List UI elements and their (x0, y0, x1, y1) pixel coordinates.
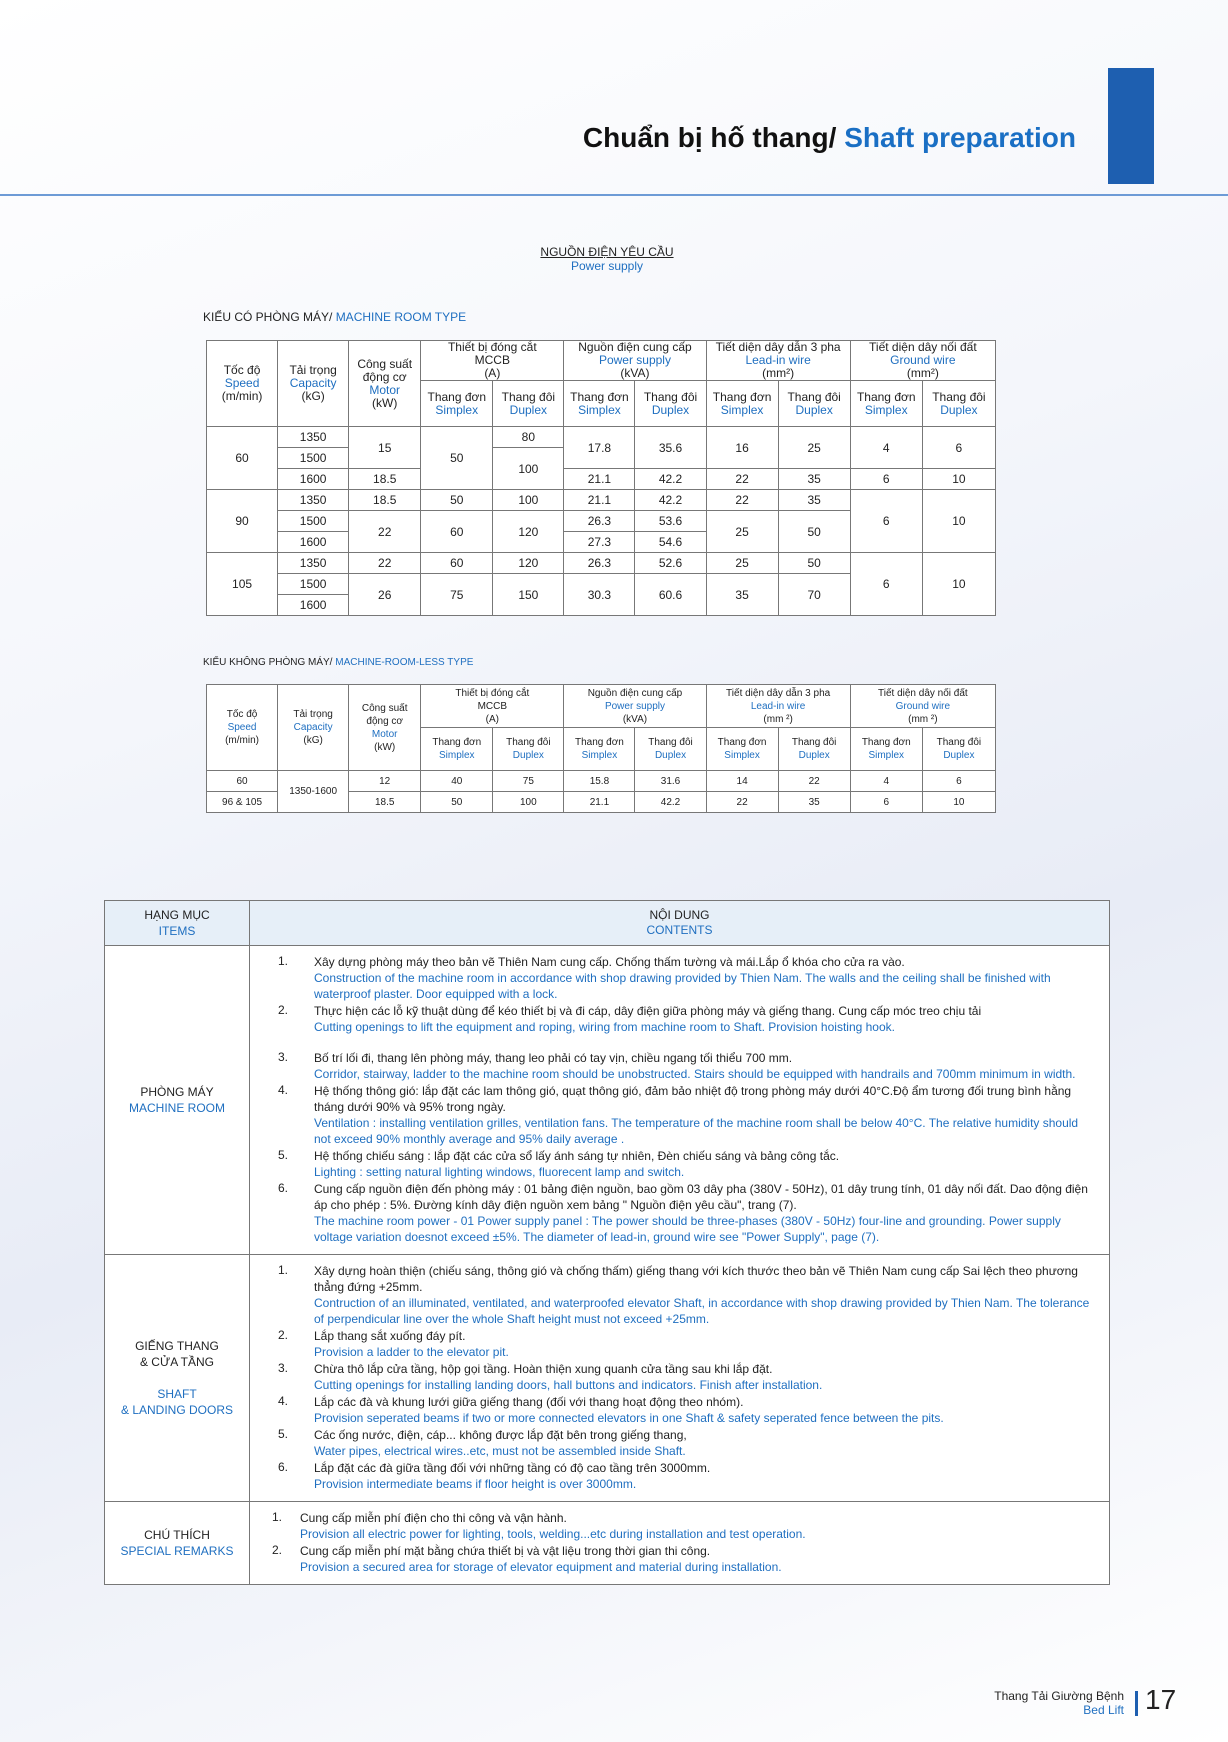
requirements-table (104, 900, 1110, 1585)
table-cell: 100 (493, 792, 564, 813)
list-item: 2. Thực hiện các lỗ kỹ thuật dùng để kéo thiết bị và đi cáp, dây điện giữa phòng máy và giếng thang. Cung cấp móc treo chịu tải Cutting openings to lift the equipment and roping, wiring from machine room to Shaft. Provision hoisting hook. (278, 1003, 982, 1034)
table-cell: 18.5 (349, 469, 421, 490)
duplex-header: Thang đôi Duplex (922, 381, 995, 427)
machine-room-label: PHÒNG MÁY MACHINE ROOM (105, 946, 250, 1255)
table-cell: 35 (778, 490, 850, 511)
machine-room-type-label: KIỂU CÓ PHÒNG MÁY/ MACHINE ROOM TYPE (203, 310, 467, 324)
table-cell: 80 (493, 427, 564, 448)
table-cell: 35 (778, 469, 850, 490)
contents-header: NỘI DUNG CONTENTS (250, 901, 1110, 946)
table-cell: 18.5 (349, 490, 421, 511)
speed-header: Tốc độ Speed (m/min) (207, 341, 278, 427)
motor-header: Công suất động cơ Motor (kW) (349, 341, 421, 427)
table-cell: 10 (922, 553, 995, 616)
table-cell: 60 (421, 553, 493, 574)
table-cell: 53.6 (635, 511, 706, 532)
table-cell: 31.6 (635, 771, 706, 792)
mccb-header: Thiết bị đóng cắt MCCB (A) (421, 685, 564, 728)
table-cell: 25 (778, 427, 850, 469)
machine-room-power-table (206, 340, 996, 616)
table-cell: 4 (850, 771, 922, 792)
simplex-header: Thang đơn Simplex (850, 381, 922, 427)
table-cell: 15 (349, 427, 421, 469)
table-cell: 1350 (278, 427, 349, 448)
list-item: 3. Bố trí lối đi, thang lên phòng máy, thang leo phải có tay vịn, chiều ngang tối thiểu 700 mm. Corridor, stairway, ladder to the machine room should be unobstructed. Stairs should be equipped with handrails and 700mm minimum in width. (278, 1050, 1076, 1081)
list-item: 3. Chừa thô lắp cửa tầng, hộp gọi tầng. Hoàn thiện xung quanh cửa tầng sau khi lắp đặt. Cutting openings for installing landing doors, hall buttons and indicators. Finish after installation. (278, 1361, 823, 1392)
ground-header: Tiết diện dây nối đất Ground wire (mm²) (850, 341, 995, 381)
table-cell: 105 (207, 553, 278, 616)
table-cell: 120 (493, 511, 564, 553)
duplex-header: Thang đôi Duplex (778, 381, 850, 427)
duplex-header: Thang đôi Duplex (493, 728, 564, 771)
table-cell: 6 (850, 490, 922, 553)
table-cell: 10 (922, 490, 995, 553)
list-item: 1. Cung cấp miễn phí điện cho thi công và vận hành. Provision all electric power for lighting, tools, welding...etc during installation and test operation. (272, 1510, 806, 1541)
remarks-contents (250, 1502, 1110, 1585)
mrl-power-table (206, 684, 996, 813)
ground-header: Tiết diện dây nối đất Ground wire (mm ²) (850, 685, 995, 728)
header-divider (0, 194, 1228, 196)
leadin-header: Tiết diện dây dẫn 3 pha Lead-in wire (mm ²) (706, 685, 850, 728)
table-cell: 150 (493, 574, 564, 616)
table-cell: 60 (207, 771, 278, 792)
duplex-header: Thang đôi Duplex (493, 381, 564, 427)
table-cell: 6 (850, 792, 922, 813)
list-item: 5. Các ống nước, điện, cáp... không được lắp đặt bên trong giếng thang, Water pipes, electrical wires..etc, must not be assembled inside Shaft. (278, 1427, 687, 1458)
power-supply-title: NGUỒN ĐIỆN YÊU CẦU Power supply (540, 245, 674, 273)
simplex-header: Thang đơn Simplex (421, 728, 493, 771)
table-cell: 22 (706, 792, 778, 813)
table-cell: 96 & 105 (207, 792, 278, 813)
page-number: 17 (1145, 1684, 1177, 1715)
table-cell: 1600 (278, 469, 349, 490)
list-item: 2. Lắp thang sắt xuống đáy pít. Provision a ladder to the elevator pit. (278, 1328, 509, 1359)
table-cell: 40 (421, 771, 493, 792)
list-item: 2. Cung cấp miễn phí mặt bằng chứa thiết bị và vật liệu trong thời gian thi công. Provision a secured area for storage of elevator equipment and material during installation. (272, 1543, 782, 1574)
table-cell: 42.2 (635, 490, 706, 511)
table-cell: 50 (778, 553, 850, 574)
table-cell: 26.3 (564, 511, 635, 532)
page-title: Chuẩn bị hố thang/ Shaft preparation (582, 122, 1076, 153)
footer-divider (1135, 1691, 1138, 1716)
table-cell: 22 (349, 511, 421, 553)
machine-room-contents (250, 946, 1110, 1255)
table-cell: 17.8 (564, 427, 635, 469)
table-cell: 100 (493, 448, 564, 490)
table-cell: 54.6 (635, 532, 706, 553)
table-cell: 42.2 (635, 792, 706, 813)
power-header: Nguồn điện cung cấp Power supply (kVA) (564, 341, 706, 381)
capacity-header: Tải trọng Capacity (kG) (278, 341, 349, 427)
simplex-header: Thang đơn Simplex (850, 728, 922, 771)
table-cell: 50 (778, 511, 850, 553)
table-cell: 6 (922, 771, 995, 792)
table-cell: 4 (850, 427, 922, 469)
speed-header: Tốc độ Speed (m/min) (207, 685, 278, 771)
table-cell: 10 (922, 469, 995, 490)
table-cell: 30.3 (564, 574, 635, 616)
duplex-header: Thang đôi Duplex (635, 381, 706, 427)
list-item: 4. Hệ thống thông gió: lắp đặt các lam thông gió, quạt thông gió, đảm bảo nhiệt độ trong phòng máy dưới 40°C.Độ ẩm tương đối trung bình hằng tháng dưới 90% và 95% trong ngày. Ventilation : installing ventilation grilles, ventilation fans. The temperature of the machine room shall be below 40°C. The relative humidity should not exceed 90% monthly average and 95% daily average . (278, 1083, 1079, 1146)
table-cell: 6 (850, 553, 922, 616)
table-cell: 14 (706, 771, 778, 792)
table-cell: 10 (922, 792, 995, 813)
header-accent-block (1108, 68, 1154, 184)
table-cell: 35.6 (635, 427, 706, 469)
shaft-contents (250, 1255, 1110, 1502)
table-cell: 25 (706, 511, 778, 553)
table-cell: 26 (349, 574, 421, 616)
table-cell: 21.1 (564, 490, 635, 511)
table-cell: 12 (349, 771, 421, 792)
simplex-header: Thang đơn Simplex (564, 728, 635, 771)
power-header: Nguồn điện cung cấp Power supply (kVA) (564, 685, 706, 728)
duplex-header: Thang đôi Duplex (635, 728, 706, 771)
table-cell: 1350-1600 (278, 771, 349, 813)
table-cell: 15.8 (564, 771, 635, 792)
list-item: 6. Cung cấp nguồn điện đến phòng máy : 01 bảng điện nguồn, bao gồm 03 dây pha (380V - 50Hz), 01 dây trung tính, 01 dây nối đất. Dao động điện áp cho phép : 5%. Đường kính dây điện nguồn xem bảng " Nguồn điện yêu cầu", trang (7). The machine room power - 01 Power supply panel : The power should be three-phases (380V - 50Hz) four-line and grounding. Power supply voltage variation doesnot exceed ±5%. The diameter of lead-in, ground wire see "Power Supply", page (7). (278, 1181, 1088, 1244)
table-cell: 1500 (278, 448, 349, 469)
table-cell: 21.1 (564, 792, 635, 813)
list-item: 4. Lắp các đà và khung lưới giữa giếng thang (đối với thang hoạt động theo nhóm). Provision seperated beams if two or more connected elevators in one Shaft & safety seperated fence between the pits. (278, 1394, 944, 1425)
table-cell: 22 (706, 490, 778, 511)
simplex-header: Thang đơn Simplex (706, 728, 778, 771)
remarks-label: CHÚ THÍCH SPECIAL REMARKS (105, 1502, 250, 1585)
table-cell: 1500 (278, 511, 349, 532)
table-cell: 52.6 (635, 553, 706, 574)
list-item: 1. Xây dựng phòng máy theo bản vẽ Thiên Nam cung cấp. Chống thấm tường và mái.Lắp ổ khóa cho cửa ra vào. Construction of the machine room in accordance with shop drawing provided by Thien Nam. The walls and the ceiling shall be finished with waterproof plaster. Door equipped with a lock. (278, 954, 1051, 1001)
table-cell: 60 (207, 427, 278, 490)
table-cell: 120 (493, 553, 564, 574)
table-cell: 18.5 (349, 792, 421, 813)
list-item: 1. Xây dựng hoàn thiện (chiếu sáng, thông gió và chống thấm) giếng thang với kích thước theo bản vẽ Thiên Nam cung cấp Sai lệch theo phương thẳng đứng +25mm. Contruction of an illuminated, ventilated, and waterproofed elevator Shaft, in accordance with shop drawing provided by Thien Nam. The tolerance of perpendicular line over the whole Shaft height must not exceed +25mm. (278, 1263, 1090, 1326)
table-cell: 42.2 (635, 469, 706, 490)
table-cell: 1500 (278, 574, 349, 595)
mrl-type-label: KIỂU KHÔNG PHÒNG MÁY/ MACHINE-ROOM-LESS TYPE (203, 657, 474, 668)
items-header: HẠNG MỤC ITEMS (105, 901, 250, 946)
table-cell: 1350 (278, 490, 349, 511)
list-item: 6. Lắp đặt các đà giữa tầng đối với những tầng có độ cao tầng trên 3000mm. Provision intermediate beams if floor height is over 3000mm. (278, 1460, 711, 1491)
simplex-header: Thang đơn Simplex (706, 381, 778, 427)
table-cell: 35 (778, 792, 850, 813)
table-cell: 21.1 (564, 469, 635, 490)
table-cell: 26.3 (564, 553, 635, 574)
table-cell: 1600 (278, 595, 349, 616)
duplex-header: Thang đôi Duplex (778, 728, 850, 771)
table-cell: 60.6 (635, 574, 706, 616)
motor-header: Công suất động cơ Motor (kW) (349, 685, 421, 771)
table-cell: 50 (421, 490, 493, 511)
footer-product: Thang Tải Giường Bệnh Bed Lift (994, 1689, 1124, 1717)
table-cell: 27.3 (564, 532, 635, 553)
table-cell: 50 (421, 792, 493, 813)
shaft-label: GIẾNG THANG & CỬA TẦNG SHAFT & LANDING DOORS (105, 1255, 250, 1502)
table-cell: 6 (922, 427, 995, 469)
table-cell: 22 (778, 771, 850, 792)
table-cell: 60 (421, 511, 493, 553)
table-cell: 75 (421, 574, 493, 616)
table-cell: 70 (778, 574, 850, 616)
mccb-header: Thiết bị đóng cắt MCCB (A) (421, 341, 564, 381)
table-cell: 22 (349, 553, 421, 574)
table-cell: 50 (421, 427, 493, 490)
list-item: 5. Hệ thống chiếu sáng : lắp đặt các cửa sổ lấy ánh sáng tự nhiên, Đèn chiếu sáng và bảng công tắc. Lighting : setting natural lighting windows, fluorecent lamp and switch. (278, 1148, 840, 1179)
table-cell: 75 (493, 771, 564, 792)
simplex-header: Thang đơn Simplex (421, 381, 493, 427)
table-cell: 1350 (278, 553, 349, 574)
table-cell: 22 (706, 469, 778, 490)
table-cell: 100 (493, 490, 564, 511)
table-cell: 90 (207, 490, 278, 553)
capacity-header: Tải trọng Capacity (kG) (278, 685, 349, 771)
table-cell: 1600 (278, 532, 349, 553)
table-cell: 35 (706, 574, 778, 616)
duplex-header: Thang đôi Duplex (922, 728, 995, 771)
table-cell: 6 (850, 469, 922, 490)
simplex-header: Thang đơn Simplex (564, 381, 635, 427)
table-cell: 25 (706, 553, 778, 574)
leadin-header: Tiết diện dây dẫn 3 pha Lead-in wire (mm²) (706, 341, 850, 381)
table-cell: 16 (706, 427, 778, 469)
